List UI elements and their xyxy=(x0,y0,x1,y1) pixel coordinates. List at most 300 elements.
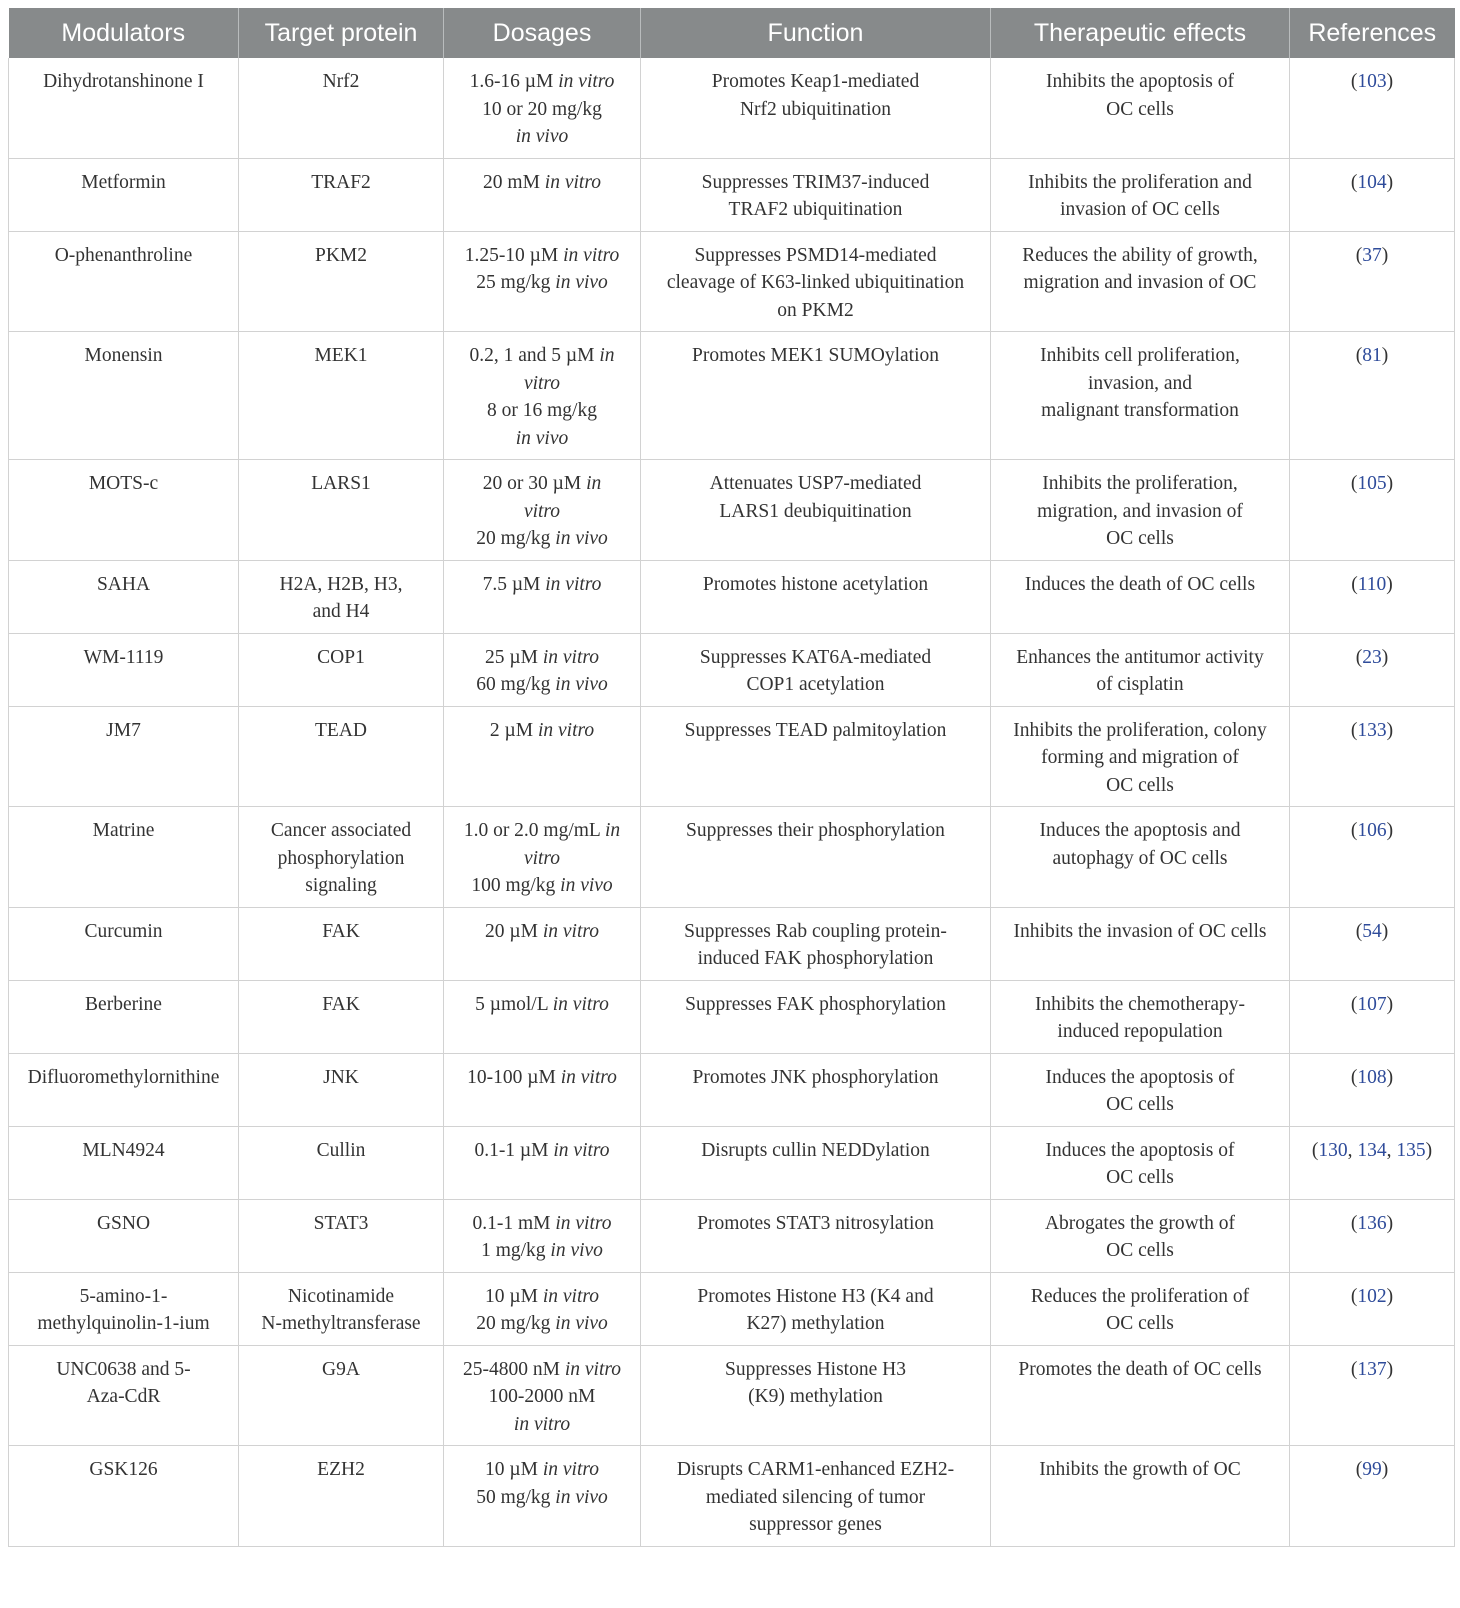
dosage-condition: in vivo xyxy=(555,1486,608,1508)
dosage-line xyxy=(450,96,634,124)
modulator-cell xyxy=(9,980,239,1053)
therapeutic-effect-text: Reduces the ability of growth, xyxy=(1022,244,1258,266)
table-row xyxy=(9,560,1455,633)
dosage-amount: 1.6-16 µM xyxy=(469,71,559,92)
target-protein-cell xyxy=(239,58,444,158)
dosage-line xyxy=(450,671,634,699)
function-text: Suppresses TEAD palmitoylation xyxy=(684,719,947,741)
dosage-line xyxy=(450,1310,634,1338)
therapeutic-effect-text: OC cells xyxy=(1106,1167,1174,1188)
target-protein-text: FAK xyxy=(322,920,360,942)
modulator-cell xyxy=(9,231,239,332)
dosage-condition: in vitro xyxy=(542,1459,599,1480)
modulator-cell xyxy=(9,706,239,807)
target-protein-text: MEK1 xyxy=(314,345,368,366)
reference-paren: ) xyxy=(1386,820,1394,841)
dosage-amount: 0.2, 1 and 5 µM xyxy=(469,345,600,366)
target-protein-text: and H4 xyxy=(312,601,370,622)
function-text: Suppresses KAT6A-mediated xyxy=(699,646,932,668)
function-text: K27) methylation xyxy=(746,1313,885,1334)
dosage-amount: 20 mg/kg xyxy=(476,528,556,549)
target-protein-cell xyxy=(239,560,444,633)
modulator-text: O-phenanthroline xyxy=(54,244,193,266)
dosage-cell xyxy=(444,460,641,561)
target-protein-text: LARS1 xyxy=(311,473,371,494)
therapeutic-effect-text: Induces the apoptosis of xyxy=(1045,1066,1235,1088)
table-row xyxy=(9,58,1455,158)
reference-paren: ( xyxy=(1350,1066,1358,1088)
table-row xyxy=(9,1199,1455,1272)
reference-link[interactable]: 107 xyxy=(1357,993,1387,1015)
dosage-line xyxy=(450,1356,634,1384)
function-text: mediated silencing of tumor xyxy=(705,1486,926,1508)
reference-paren: ( xyxy=(1350,1285,1358,1307)
dosage-condition: vitro xyxy=(523,500,561,522)
target-protein-text: EZH2 xyxy=(317,1459,365,1480)
function-cell xyxy=(641,706,991,807)
dosage-condition: in vitro xyxy=(545,573,602,595)
dosage-condition: in vivo xyxy=(555,674,608,695)
dosage-line xyxy=(450,68,634,96)
function-text: Suppresses PSMD14-mediated xyxy=(694,244,937,266)
reference-link[interactable]: 104 xyxy=(1357,171,1387,193)
table-row xyxy=(9,1345,1455,1446)
modulator-cell xyxy=(9,158,239,231)
dosage-cell xyxy=(444,633,641,706)
dosage-amount: 0.1-1 mM xyxy=(472,1212,556,1234)
dosage-amount: 10-100 µM xyxy=(467,1066,561,1088)
dosage-condition: in vitro xyxy=(542,646,599,668)
modulator-cell xyxy=(9,1345,239,1446)
dosage-amount: 25 µM xyxy=(485,646,543,668)
target-protein-text: H2A, H2B, H3, xyxy=(279,573,403,595)
dosage-cell xyxy=(444,807,641,908)
dosage-condition: in vitro xyxy=(537,719,595,741)
table-body xyxy=(9,58,1455,1546)
function-cell xyxy=(641,560,991,633)
target-protein-cell xyxy=(239,231,444,332)
dosage-line xyxy=(450,397,634,425)
function-text: cleavage of K63-linked ubiquitination xyxy=(666,272,965,293)
modulator-text: UNC0638 and 5- xyxy=(56,1358,191,1380)
function-text: COP1 acetylation xyxy=(746,674,885,695)
table-row xyxy=(9,1446,1455,1547)
dosage-cell xyxy=(444,158,641,231)
function-cell xyxy=(641,1446,991,1547)
therapeutic-effect-cell xyxy=(991,807,1290,908)
modulator-text: Difluoromethylornithine xyxy=(27,1066,220,1088)
dosage-condition: vitro xyxy=(523,847,561,869)
dosage-condition: in vitro xyxy=(542,920,599,942)
reference-link[interactable]: 110 xyxy=(1357,573,1387,595)
dosage-line xyxy=(450,525,634,553)
therapeutic-effect-text: Induces the apoptosis of xyxy=(1045,1139,1235,1161)
modulator-text: JM7 xyxy=(106,719,141,741)
dosage-cell xyxy=(444,1053,641,1126)
target-protein-text: TRAF2 xyxy=(311,171,371,193)
reference-paren: ( xyxy=(1350,719,1358,741)
function-text: (K9) methylation xyxy=(748,1386,883,1407)
dosage-condition: in vitro xyxy=(544,171,601,193)
header-target-protein: Target protein xyxy=(239,8,444,58)
reference-paren: ( xyxy=(1355,345,1363,366)
target-protein-cell xyxy=(239,1272,444,1345)
dosage-cell xyxy=(444,560,641,633)
dosage-line xyxy=(450,644,634,672)
therapeutic-effect-text: Inhibits cell proliferation, xyxy=(1040,345,1240,366)
header-row xyxy=(9,8,1455,58)
dosage-line xyxy=(450,918,634,946)
therapeutic-effect-text: Reduces the proliferation of xyxy=(1030,1285,1250,1307)
therapeutic-effect-text: Inhibits the proliferation and xyxy=(1028,171,1252,193)
function-text: Disrupts cullin NEDDylation xyxy=(701,1139,930,1161)
modulator-cell xyxy=(9,58,239,158)
dosage-condition: in vitro xyxy=(563,244,620,266)
therapeutic-effect-cell xyxy=(991,332,1290,460)
dosage-amount: 1.25-10 µM xyxy=(464,244,564,266)
reference-link[interactable]: 54 xyxy=(1362,920,1382,942)
reference-separator: , xyxy=(1347,1139,1358,1161)
dosage-line xyxy=(450,571,634,599)
table-row xyxy=(9,1126,1455,1199)
target-protein-text: FAK xyxy=(322,993,360,1015)
dosage-condition: in vitro xyxy=(560,1066,617,1088)
target-protein-cell xyxy=(239,706,444,807)
dosage-condition: in vivo xyxy=(555,1313,608,1334)
function-text: Suppresses Histone H3 xyxy=(725,1358,906,1380)
table-row xyxy=(9,807,1455,908)
dosage-line xyxy=(450,1237,634,1265)
reference-paren: ) xyxy=(1386,993,1394,1015)
dosage-cell xyxy=(444,1272,641,1345)
reference-paren: ) xyxy=(1386,473,1394,494)
target-protein-text: Nicotinamide xyxy=(287,1285,395,1307)
references-cell xyxy=(1290,1446,1455,1547)
function-cell xyxy=(641,231,991,332)
references-cell xyxy=(1290,58,1455,158)
references-cell xyxy=(1290,633,1455,706)
dosage-cell xyxy=(444,1345,641,1446)
reference-paren: ( xyxy=(1355,1459,1363,1480)
dosage-amount: 60 mg/kg xyxy=(476,674,556,695)
dosage-condition: in vivo xyxy=(555,528,608,549)
therapeutic-effect-text: OC cells xyxy=(1106,528,1174,549)
reference-link[interactable]: 130 xyxy=(1318,1139,1348,1161)
modulator-text: Monensin xyxy=(84,345,163,366)
reference-link[interactable]: 137 xyxy=(1357,1358,1387,1380)
modulator-text: Aza-CdR xyxy=(86,1386,161,1407)
dosage-line xyxy=(450,498,634,526)
function-text: Promotes JNK phosphorylation xyxy=(692,1066,939,1088)
table-row xyxy=(9,907,1455,980)
table-row xyxy=(9,633,1455,706)
function-cell xyxy=(641,1126,991,1199)
reference-link[interactable]: 23 xyxy=(1362,646,1382,668)
therapeutic-effect-text: invasion, and xyxy=(1088,372,1192,394)
modulator-text: Berberine xyxy=(85,993,162,1015)
dosage-line xyxy=(450,1383,634,1411)
therapeutic-effect-cell xyxy=(991,560,1290,633)
dosage-amount: 25-4800 nM xyxy=(463,1358,565,1380)
therapeutic-effect-text: OC cells xyxy=(1106,774,1174,796)
function-cell xyxy=(641,907,991,980)
dosage-cell xyxy=(444,907,641,980)
modulator-text: WM-1119 xyxy=(83,646,164,668)
function-text: Nrf2 ubiquitination xyxy=(739,98,892,120)
modulator-cell xyxy=(9,1199,239,1272)
references-cell xyxy=(1290,1126,1455,1199)
dosage-line xyxy=(450,269,634,297)
function-cell xyxy=(641,633,991,706)
function-text: Promotes MEK1 SUMOylation xyxy=(691,345,939,366)
function-cell xyxy=(641,460,991,561)
dosage-cell xyxy=(444,980,641,1053)
therapeutic-effect-cell xyxy=(991,231,1290,332)
header-modulators: Modulators xyxy=(9,8,239,58)
function-text: induced FAK phosphorylation xyxy=(697,948,934,969)
reference-link[interactable]: 133 xyxy=(1357,719,1387,741)
table-row xyxy=(9,1272,1455,1345)
therapeutic-effect-text: Promotes the death of OC cells xyxy=(1018,1358,1262,1380)
function-cell xyxy=(641,1199,991,1272)
reference-link[interactable]: 134 xyxy=(1357,1139,1387,1161)
therapeutic-effect-cell xyxy=(991,158,1290,231)
dosage-amount: 20 µM xyxy=(485,920,543,942)
reference-link[interactable]: 135 xyxy=(1396,1139,1426,1161)
references-cell xyxy=(1290,158,1455,231)
reference-paren: ) xyxy=(1386,573,1393,595)
modulator-cell xyxy=(9,633,239,706)
function-text: TRAF2 ubiquitination xyxy=(728,199,903,220)
target-protein-cell xyxy=(239,1053,444,1126)
target-protein-text: PKM2 xyxy=(314,244,368,266)
target-protein-text: signaling xyxy=(305,875,377,896)
reference-link[interactable]: 37 xyxy=(1362,244,1382,266)
references-cell xyxy=(1290,1272,1455,1345)
therapeutic-effect-text: Induces the death of OC cells xyxy=(1024,573,1256,595)
modulator-cell xyxy=(9,1446,239,1547)
dosage-line xyxy=(450,242,634,270)
dosage-condition: in vitro xyxy=(555,1212,612,1234)
modulator-text: Metformin xyxy=(81,171,166,193)
therapeutic-effect-text: migration and invasion of OC xyxy=(1023,272,1257,293)
dosage-condition: in vitro xyxy=(564,1358,621,1380)
dosage-line xyxy=(450,717,634,745)
target-protein-cell xyxy=(239,332,444,460)
therapeutic-effect-text: migration, and invasion of xyxy=(1037,500,1243,522)
dosage-amount: 20 mM xyxy=(483,171,545,193)
dosage-line xyxy=(450,169,634,197)
dosage-line xyxy=(450,1064,634,1092)
function-text: Attenuates USP7-mediated xyxy=(709,473,922,494)
function-text: Suppresses FAK phosphorylation xyxy=(685,993,946,1015)
dosage-line xyxy=(450,1484,634,1512)
dosage-amount: 25 mg/kg xyxy=(476,272,556,293)
modulator-cell xyxy=(9,1126,239,1199)
dosage-line xyxy=(450,817,634,845)
dosage-cell xyxy=(444,1126,641,1199)
therapeutic-effect-cell xyxy=(991,907,1290,980)
modulator-text: SAHA xyxy=(96,573,151,595)
reference-paren: ( xyxy=(1350,1358,1358,1380)
header-dosages: Dosages xyxy=(444,8,641,58)
function-cell xyxy=(641,980,991,1053)
therapeutic-effect-text: Inhibits the proliferation, colony xyxy=(1013,719,1267,741)
reference-link[interactable]: 99 xyxy=(1362,1459,1382,1480)
dosage-line xyxy=(450,991,634,1019)
target-protein-text: TEAD xyxy=(315,719,367,741)
dosage-cell xyxy=(444,58,641,158)
reference-paren: ( xyxy=(1350,71,1358,92)
target-protein-text: JNK xyxy=(323,1066,359,1088)
dosage-cell xyxy=(444,332,641,460)
references-cell xyxy=(1290,1199,1455,1272)
function-text: Suppresses Rab coupling protein- xyxy=(684,920,947,942)
reference-link[interactable]: 105 xyxy=(1357,473,1387,494)
function-text: on PKM2 xyxy=(777,299,854,321)
dosage-condition: in vivo xyxy=(555,272,608,293)
references-cell xyxy=(1290,807,1455,908)
reference-link[interactable]: 136 xyxy=(1357,1212,1387,1234)
dosage-line xyxy=(450,1283,634,1311)
therapeutic-effect-text: invasion of OC cells xyxy=(1060,199,1220,220)
reference-paren: ( xyxy=(1350,473,1358,494)
table-row xyxy=(9,980,1455,1053)
dosage-condition: in xyxy=(599,345,615,366)
function-text: Suppresses their phosphorylation xyxy=(686,820,945,841)
modulator-text: Dihydrotanshinone I xyxy=(43,71,204,92)
reference-paren: ) xyxy=(1386,1358,1394,1380)
function-text: Promotes Keap1-mediated xyxy=(711,71,920,92)
modulator-text: MOTS-c xyxy=(88,473,159,494)
modulator-text: MLN4924 xyxy=(82,1139,165,1161)
dosage-cell xyxy=(444,1446,641,1547)
table-container xyxy=(8,8,1454,1547)
target-protein-cell xyxy=(239,1345,444,1446)
references-cell xyxy=(1290,460,1455,561)
dosage-amount: 10 µM xyxy=(485,1285,543,1307)
target-protein-cell xyxy=(239,1126,444,1199)
modulator-text: Curcumin xyxy=(84,920,163,942)
target-protein-text: N-methyltransferase xyxy=(261,1313,421,1334)
modulator-text: methylquinolin-1-ium xyxy=(37,1313,210,1334)
dosage-line xyxy=(450,872,634,900)
dosage-amount: 100 mg/kg xyxy=(471,875,561,896)
modulator-cell xyxy=(9,560,239,633)
dosage-cell xyxy=(444,231,641,332)
dosage-condition: vitro xyxy=(523,372,561,394)
dosage-amount: 20 mg/kg xyxy=(476,1313,556,1334)
reference-paren: ( xyxy=(1355,920,1363,942)
modulator-cell xyxy=(9,1053,239,1126)
reference-paren: ) xyxy=(1386,719,1394,741)
therapeutic-effect-cell xyxy=(991,460,1290,561)
dosage-condition: in vivo xyxy=(515,427,569,449)
reference-paren: ) xyxy=(1381,920,1389,942)
therapeutic-effect-text: OC cells xyxy=(1106,1094,1174,1115)
target-protein-cell xyxy=(239,158,444,231)
target-protein-cell xyxy=(239,633,444,706)
target-protein-text: phosphorylation xyxy=(277,847,405,869)
reference-link[interactable]: 108 xyxy=(1357,1066,1387,1088)
target-protein-text: COP1 xyxy=(317,646,365,668)
therapeutic-effect-cell xyxy=(991,1199,1290,1272)
function-cell xyxy=(641,158,991,231)
reference-link[interactable]: 103 xyxy=(1357,71,1387,92)
dosage-condition: in vitro xyxy=(553,1139,610,1161)
dosage-condition: in xyxy=(586,473,602,494)
reference-link[interactable]: 102 xyxy=(1357,1285,1387,1307)
therapeutic-effect-cell xyxy=(991,633,1290,706)
therapeutic-effect-text: OC cells xyxy=(1106,1240,1174,1261)
reference-paren: ( xyxy=(1350,993,1358,1015)
header-therapeutic-effects: Therapeutic effects xyxy=(991,8,1290,58)
function-cell xyxy=(641,1345,991,1446)
dosage-condition: in vitro xyxy=(513,1413,571,1435)
therapeutic-effect-text: OC cells xyxy=(1106,98,1174,120)
therapeutic-effect-text: induced repopulation xyxy=(1057,1021,1223,1042)
therapeutic-effect-text: Inhibits the invasion of OC cells xyxy=(1013,920,1267,942)
therapeutic-effect-cell xyxy=(991,1053,1290,1126)
modulator-cell xyxy=(9,807,239,908)
function-text: Promotes histone acetylation xyxy=(702,573,929,595)
references-cell xyxy=(1290,706,1455,807)
therapeutic-effect-cell xyxy=(991,1272,1290,1345)
target-protein-text: Nrf2 xyxy=(322,71,360,92)
table-row xyxy=(9,1053,1455,1126)
dosage-amount: 20 or 30 µM xyxy=(482,473,587,494)
dosage-line xyxy=(450,370,634,398)
target-protein-cell xyxy=(239,460,444,561)
function-text: Suppresses TRIM37-induced xyxy=(701,171,930,193)
reference-paren: ) xyxy=(1425,1139,1433,1161)
therapeutic-effect-text: of cisplatin xyxy=(1096,674,1184,695)
therapeutic-effect-text: Inhibits the growth of OC xyxy=(1039,1459,1241,1480)
therapeutic-effect-cell xyxy=(991,58,1290,158)
header-function: Function xyxy=(641,8,991,58)
reference-paren: ) xyxy=(1386,1066,1394,1088)
dosage-condition: in xyxy=(605,820,621,841)
reference-paren: ( xyxy=(1311,1139,1319,1161)
header-references: References xyxy=(1290,8,1455,58)
reference-paren: ) xyxy=(1381,244,1389,266)
references-cell xyxy=(1290,560,1455,633)
dosage-amount: 0.1-1 µM xyxy=(474,1139,554,1161)
reference-paren: ( xyxy=(1355,244,1363,266)
dosage-amount: 100-2000 nM xyxy=(488,1386,596,1407)
reference-paren: ( xyxy=(1350,1212,1358,1234)
therapeutic-effect-cell xyxy=(991,706,1290,807)
dosage-amount: 5 µmol/L xyxy=(475,993,553,1015)
references-cell xyxy=(1290,980,1455,1053)
modulators-table xyxy=(8,8,1455,1547)
function-text: Promotes STAT3 nitrosylation xyxy=(697,1212,934,1234)
dosage-amount: 7.5 µM xyxy=(482,573,546,595)
dosage-condition: in vivo xyxy=(550,1240,603,1261)
references-cell xyxy=(1290,231,1455,332)
dosage-line xyxy=(450,123,634,151)
reference-link[interactable]: 106 xyxy=(1357,820,1387,841)
function-cell xyxy=(641,58,991,158)
modulator-text: GSNO xyxy=(96,1212,151,1234)
dosage-amount: 2 µM xyxy=(489,719,538,741)
target-protein-cell xyxy=(239,1446,444,1547)
target-protein-text: STAT3 xyxy=(313,1212,369,1234)
dosage-line xyxy=(450,1456,634,1484)
therapeutic-effect-text: Inhibits the chemotherapy- xyxy=(1034,993,1246,1015)
reference-link[interactable]: 81 xyxy=(1362,345,1382,366)
therapeutic-effect-text: Enhances the antitumor activity xyxy=(1016,646,1264,668)
